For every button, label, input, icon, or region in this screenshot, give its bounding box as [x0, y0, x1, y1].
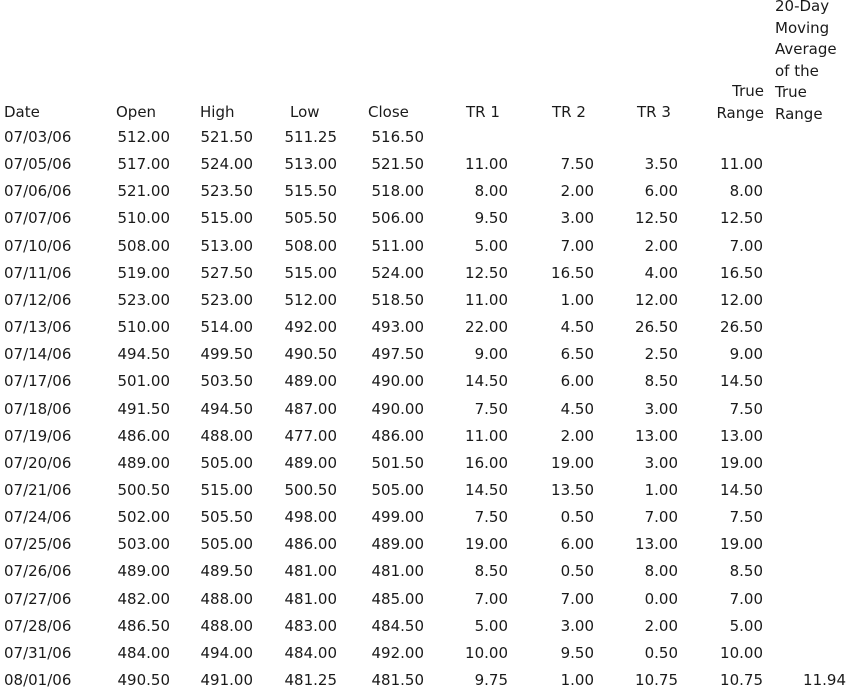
cell-low: 486.00: [284, 535, 337, 554]
cell-date: 07/06/06: [4, 182, 72, 201]
cell-low: 489.00: [284, 453, 337, 472]
header-date: Date: [4, 103, 40, 121]
cell-tr3: 2.50: [644, 345, 678, 364]
cell-tr1: 8.50: [474, 562, 508, 581]
cell-date: 07/26/06: [4, 562, 72, 581]
cell-close: 492.00: [371, 643, 424, 662]
cell-high: 515.00: [200, 209, 253, 228]
cell-tr3: 12.50: [635, 209, 678, 228]
table-row: [0, 616, 850, 638]
cell-tr3: 8.50: [644, 372, 678, 391]
cell-tr1: 7.50: [474, 508, 508, 527]
cell-tr1: 10.00: [465, 643, 508, 662]
cell-tr1: 14.50: [465, 372, 508, 391]
cell-open: 489.00: [117, 562, 170, 581]
cell-low: 484.00: [284, 643, 337, 662]
cell-true-range: 10.75: [720, 671, 763, 689]
cell-date: 07/31/06: [4, 643, 72, 662]
cell-tr1: 9.50: [474, 209, 508, 228]
cell-high: 488.00: [200, 426, 253, 445]
cell-date: 07/27/06: [4, 589, 72, 608]
table-row: [0, 236, 850, 258]
cell-high: 527.50: [200, 263, 253, 282]
cell-tr3: 1.00: [644, 480, 678, 499]
header-moving-average-line-4: of the: [775, 61, 819, 80]
cell-low: 490.50: [284, 345, 337, 364]
cell-low: 487.00: [284, 399, 337, 418]
table-row: [0, 426, 850, 448]
cell-open: 517.00: [117, 155, 170, 174]
cell-close: 505.00: [371, 480, 424, 499]
cell-date: 08/01/06: [4, 671, 72, 689]
cell-low: 481.00: [284, 562, 337, 581]
cell-close: 481.00: [371, 562, 424, 581]
table-row: [0, 263, 850, 285]
cell-tr2: 4.50: [560, 399, 594, 418]
cell-high: 514.00: [200, 318, 253, 337]
cell-open: 500.50: [117, 480, 170, 499]
cell-true-range: 19.00: [720, 535, 763, 554]
cell-close: 501.50: [371, 453, 424, 472]
cell-date: 07/28/06: [4, 616, 72, 635]
cell-true-range: 26.50: [720, 318, 763, 337]
cell-high: 523.00: [200, 290, 253, 309]
cell-close: 524.00: [371, 263, 424, 282]
header-tr3: TR 3: [637, 103, 671, 121]
cell-high: 505.50: [200, 508, 253, 527]
cell-date: 07/13/06: [4, 318, 72, 337]
cell-close: 518.50: [371, 290, 424, 309]
header-true-range-line-1: True: [732, 82, 764, 100]
cell-tr3: 0.00: [644, 589, 678, 608]
cell-date: 07/10/06: [4, 236, 72, 255]
cell-open: 486.00: [117, 426, 170, 445]
header-true-range-line-2: Range: [716, 103, 764, 122]
table-row: [0, 127, 850, 149]
cell-tr1: 9.00: [474, 345, 508, 364]
cell-open: 491.50: [117, 399, 170, 418]
cell-low: 477.00: [284, 426, 337, 445]
cell-low: 515.00: [284, 263, 337, 282]
cell-true-range: 14.50: [720, 372, 763, 391]
cell-tr3: 2.00: [644, 616, 678, 635]
table-row: [0, 643, 850, 665]
cell-open: 501.00: [117, 372, 170, 391]
cell-close: 489.00: [371, 535, 424, 554]
cell-date: 07/24/06: [4, 508, 72, 527]
cell-tr2: 19.00: [551, 453, 594, 472]
cell-tr1: 16.00: [465, 453, 508, 472]
cell-date: 07/12/06: [4, 290, 72, 309]
cell-open: 486.50: [117, 616, 170, 635]
cell-true-range: 14.50: [720, 480, 763, 499]
cell-tr3: 3.50: [644, 155, 678, 174]
header-moving-average: [775, 0, 837, 126]
cell-date: 07/11/06: [4, 263, 72, 282]
table-row: [0, 290, 850, 312]
cell-high: 513.00: [200, 236, 253, 255]
cell-tr1: 7.00: [474, 589, 508, 608]
table-row: [0, 534, 850, 556]
cell-date: 07/03/06: [4, 128, 72, 146]
table-row: [0, 453, 850, 475]
header-close: Close: [368, 103, 409, 121]
cell-tr2: 0.50: [560, 562, 594, 581]
cell-open: 512.00: [117, 128, 170, 146]
cell-close: 486.00: [371, 426, 424, 445]
cell-open: 502.00: [117, 508, 170, 527]
cell-high: 521.50: [200, 128, 253, 146]
header-moving-average-line-1: 20-Day: [775, 0, 830, 15]
cell-tr3: 13.00: [635, 426, 678, 445]
cell-close: 516.50: [371, 128, 424, 146]
cell-high: 503.50: [200, 372, 253, 391]
cell-tr3: 3.00: [644, 399, 678, 418]
cell-tr3: 4.00: [644, 263, 678, 282]
cell-close: 484.50: [371, 616, 424, 635]
cell-tr1: 14.50: [465, 480, 508, 499]
cell-true-range: 12.00: [720, 290, 763, 309]
header-true-range: [716, 81, 764, 124]
cell-date: 07/07/06: [4, 209, 72, 228]
cell-tr3: 6.00: [644, 182, 678, 201]
cell-date: 07/21/06: [4, 480, 72, 499]
cell-low: 500.50: [284, 480, 337, 499]
table-row: [0, 208, 850, 230]
table-row: [0, 399, 850, 421]
cell-low: 511.25: [284, 128, 337, 146]
table-row: [0, 561, 850, 583]
cell-open: 519.00: [117, 263, 170, 282]
cell-tr1: 11.00: [465, 426, 508, 445]
cell-tr2: 9.50: [560, 643, 594, 662]
cell-low: 498.00: [284, 508, 337, 527]
header-moving-average-line-2: Moving: [775, 18, 830, 37]
cell-high: 523.50: [200, 182, 253, 201]
cell-open: 494.50: [117, 345, 170, 364]
cell-date: 07/18/06: [4, 399, 72, 418]
cell-tr3: 10.75: [635, 671, 678, 689]
cell-close: 485.00: [371, 589, 424, 608]
cell-true-range: 9.00: [729, 345, 763, 364]
cell-tr3: 13.00: [635, 535, 678, 554]
header-moving-average-line-6: Range: [775, 104, 823, 123]
header-tr2: TR 2: [552, 103, 586, 121]
cell-open: 490.50: [117, 671, 170, 689]
table-row: [0, 181, 850, 203]
cell-true-range: 11.00: [720, 155, 763, 174]
cell-true-range: 5.00: [729, 616, 763, 635]
cell-tr3: 0.50: [644, 643, 678, 662]
cell-date: 07/14/06: [4, 345, 72, 364]
cell-close: 521.50: [371, 155, 424, 174]
cell-high: 489.50: [200, 562, 253, 581]
table-row: [0, 507, 850, 529]
cell-tr1: 11.00: [465, 290, 508, 309]
cell-tr2: 0.50: [560, 508, 594, 527]
cell-date: 07/20/06: [4, 453, 72, 472]
cell-low: 505.50: [284, 209, 337, 228]
cell-close: 490.00: [371, 372, 424, 391]
cell-tr1: 5.00: [474, 616, 508, 635]
cell-high: 505.00: [200, 535, 253, 554]
table-row: [0, 154, 850, 176]
cell-true-range: 12.50: [720, 209, 763, 228]
cell-high: 499.50: [200, 345, 253, 364]
cell-tr3: 26.50: [635, 318, 678, 337]
cell-date: 07/19/06: [4, 426, 72, 445]
header-open: Open: [116, 103, 157, 121]
cell-tr2: 6.00: [560, 372, 594, 391]
header-high: High: [200, 103, 235, 121]
cell-high: 488.00: [200, 589, 253, 608]
cell-tr1: 19.00: [465, 535, 508, 554]
cell-tr3: 8.00: [644, 562, 678, 581]
cell-high: 494.00: [200, 643, 253, 662]
cell-tr1: 5.00: [474, 236, 508, 255]
cell-low: 483.00: [284, 616, 337, 635]
cell-open: 510.00: [117, 209, 170, 228]
cell-true-range: 10.00: [720, 643, 763, 662]
table-row: [0, 589, 850, 611]
cell-high: 524.00: [200, 155, 253, 174]
cell-high: 505.00: [200, 453, 253, 472]
cell-tr2: 3.00: [560, 616, 594, 635]
cell-open: 484.00: [117, 643, 170, 662]
cell-true-range: 7.50: [729, 399, 763, 418]
cell-low: 489.00: [284, 372, 337, 391]
cell-tr2: 3.00: [560, 209, 594, 228]
table-row: [0, 371, 850, 393]
cell-tr1: 8.00: [474, 182, 508, 201]
table-row: [0, 480, 850, 502]
cell-open: 489.00: [117, 453, 170, 472]
cell-close: 518.00: [371, 182, 424, 201]
cell-true-range: 16.50: [720, 263, 763, 282]
cell-tr2: 13.50: [551, 480, 594, 499]
table-row: [0, 670, 850, 692]
cell-true-range: 19.00: [720, 453, 763, 472]
cell-tr2: 1.00: [560, 290, 594, 309]
cell-tr2: 6.00: [560, 535, 594, 554]
cell-tr2: 7.00: [560, 589, 594, 608]
cell-close: 497.50: [371, 345, 424, 364]
cell-tr3: 3.00: [644, 453, 678, 472]
cell-close: 511.00: [371, 236, 424, 255]
cell-tr2: 6.50: [560, 345, 594, 364]
cell-low: 512.00: [284, 290, 337, 309]
table-row: [0, 344, 850, 366]
cell-high: 515.00: [200, 480, 253, 499]
cell-tr3: 2.00: [644, 236, 678, 255]
cell-low: 481.25: [284, 671, 337, 689]
cell-tr2: 1.00: [560, 671, 594, 689]
cell-open: 521.00: [117, 182, 170, 201]
cell-close: 499.00: [371, 508, 424, 527]
cell-close: 493.00: [371, 318, 424, 337]
cell-true-range: 13.00: [720, 426, 763, 445]
cell-high: 494.50: [200, 399, 253, 418]
cell-true-range: 7.00: [729, 589, 763, 608]
cell-low: 508.00: [284, 236, 337, 255]
cell-open: 482.00: [117, 589, 170, 608]
cell-tr2: 4.50: [560, 318, 594, 337]
cell-close: 481.50: [371, 671, 424, 689]
cell-moving-average: 11.94: [803, 671, 846, 689]
cell-open: 503.00: [117, 535, 170, 554]
cell-close: 490.00: [371, 399, 424, 418]
header-low: Low: [290, 103, 320, 121]
cell-high: 488.00: [200, 616, 253, 635]
cell-true-range: 7.00: [729, 236, 763, 255]
header-moving-average-line-3: Average: [775, 40, 837, 59]
cell-tr2: 2.00: [560, 182, 594, 201]
cell-true-range: 8.50: [729, 562, 763, 581]
cell-tr1: 12.50: [465, 263, 508, 282]
cell-date: 07/25/06: [4, 535, 72, 554]
cell-tr1: 7.50: [474, 399, 508, 418]
table-row: [0, 317, 850, 339]
cell-tr1: 11.00: [465, 155, 508, 174]
cell-tr2: 2.00: [560, 426, 594, 445]
cell-close: 506.00: [371, 209, 424, 228]
header-moving-average-line-5: True: [775, 83, 807, 102]
cell-tr1: 22.00: [465, 318, 508, 337]
cell-open: 508.00: [117, 236, 170, 255]
cell-tr2: 16.50: [551, 263, 594, 282]
cell-date: 07/05/06: [4, 155, 72, 174]
cell-date: 07/17/06: [4, 372, 72, 391]
cell-low: 492.00: [284, 318, 337, 337]
cell-tr2: 7.00: [560, 236, 594, 255]
cell-low: 513.00: [284, 155, 337, 174]
cell-tr1: 9.75: [474, 671, 508, 689]
header-tr1: TR 1: [466, 103, 500, 121]
cell-high: 491.00: [200, 671, 253, 689]
cell-open: 510.00: [117, 318, 170, 337]
cell-open: 523.00: [117, 290, 170, 309]
cell-true-range: 8.00: [729, 182, 763, 201]
cell-true-range: 7.50: [729, 508, 763, 527]
cell-low: 515.50: [284, 182, 337, 201]
cell-low: 481.00: [284, 589, 337, 608]
cell-tr3: 7.00: [644, 508, 678, 527]
cell-tr3: 12.00: [635, 290, 678, 309]
cell-tr2: 7.50: [560, 155, 594, 174]
